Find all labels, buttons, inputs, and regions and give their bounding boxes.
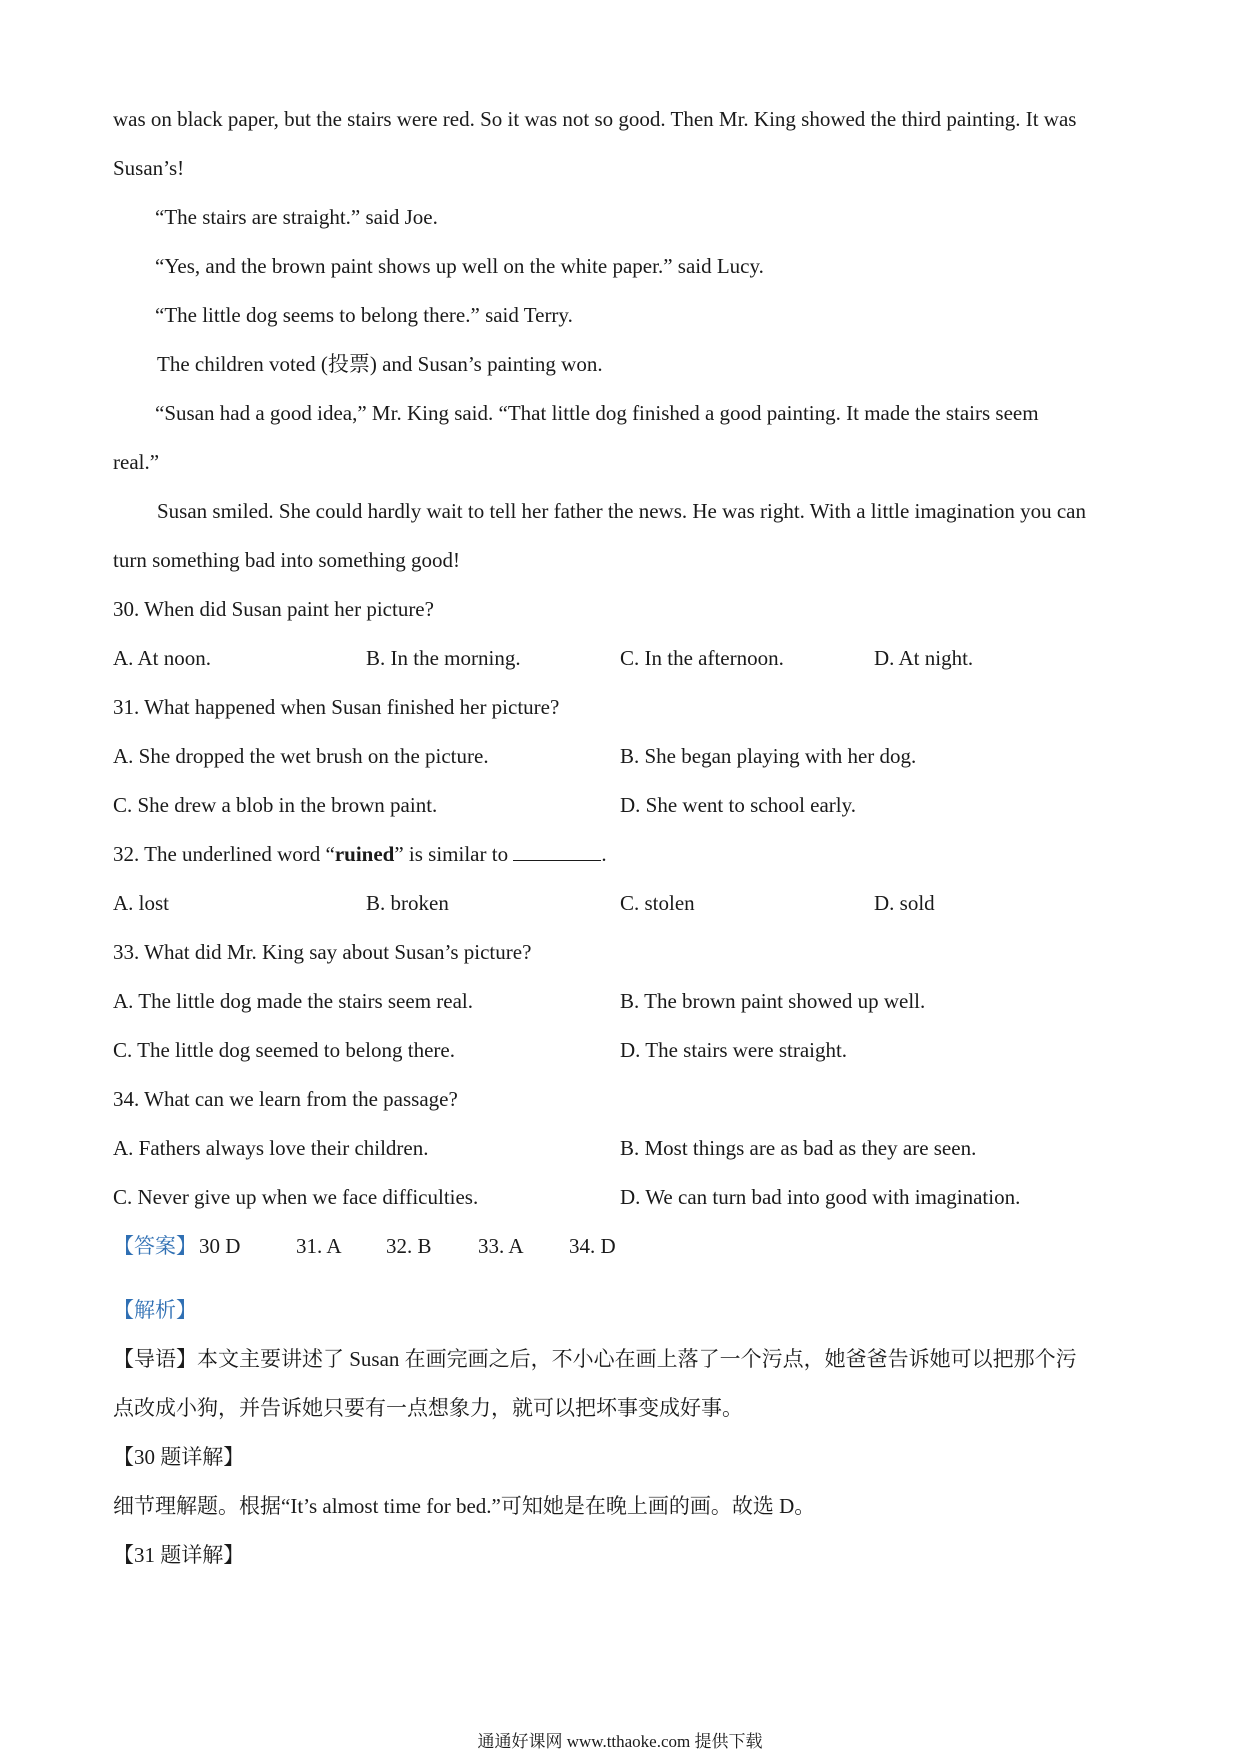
keyword-ruined: ruined [334, 842, 395, 866]
option-b: B. Most things are as bad as they are seen. [620, 1136, 977, 1160]
stem-end: . [601, 842, 607, 866]
question-stem: 30. When did Susan paint her picture? [113, 597, 434, 621]
option-a: A. lost [113, 891, 170, 915]
stem-text: 32. The underlined word “ [113, 842, 335, 866]
analysis-label: 【解析】 [113, 1298, 197, 1322]
passage-line: “The stairs are straight.” said Joe. [155, 205, 438, 229]
option-d: D. sold [874, 891, 935, 915]
question-stem [113, 841, 607, 867]
guide-line: 点改成小狗，并告诉她只要有一点想象力，就可以把坏事变成好事。 [113, 1396, 743, 1420]
option-d: D. At night. [874, 646, 974, 670]
guide-label: 【导语】 [113, 1347, 197, 1371]
passage-line: real.” [113, 450, 160, 474]
option-b: B. In the morning. [366, 646, 521, 670]
option-d: D. We can turn bad into good with imagination. [620, 1185, 1021, 1209]
option-c: C. stolen [620, 891, 695, 915]
guide-text: 本文主要讲述了 Susan 在画完画之后，不小心在画上落了一个污点，她爸爸告诉她可以把那个污 [197, 1347, 1077, 1371]
answer-label: 【答案】 [113, 1234, 197, 1258]
passage-line: Susan smiled. She could hardly wait to tell her father the news. He was right. With a little imagination you can [157, 499, 1086, 523]
passage-line: turn something bad into something good! [113, 548, 461, 572]
page-footer: 通通好课网 www.tthaoke.com 提供下载 [477, 1732, 763, 1751]
answer-blank [513, 842, 601, 861]
detail-text: 细节理解题。根据“It’s almost time for bed.”可知她是在晚上画的画。故选 D。 [113, 1494, 816, 1518]
answer-item: 34. D [569, 1234, 616, 1258]
option-b: B. broken [366, 891, 449, 915]
passage-line: Susan’s! [113, 156, 185, 180]
option-a: A. Fathers always love their children. [113, 1136, 429, 1160]
option-c: C. In the afternoon. [620, 646, 784, 670]
option-c: C. Never give up when we face difficulties. [113, 1185, 479, 1209]
option-a: A. She dropped the wet brush on the picture. [113, 744, 489, 768]
answer-item: 31. A [296, 1234, 342, 1258]
question-stem: 33. What did Mr. King say about Susan’s picture? [113, 940, 532, 964]
option-c: C. She drew a blob in the brown paint. [113, 793, 438, 817]
answer-key [113, 1233, 673, 1259]
option-a: A. At noon. [113, 646, 212, 670]
passage-line: “Susan had a good idea,” Mr. King said. “That little dog finished a good painting. It made the stairs seem [155, 401, 1039, 425]
section-heading: 【31 题详解】 [113, 1543, 245, 1567]
option-d: D. The stairs were straight. [620, 1038, 848, 1062]
option-b: B. The brown paint showed up well. [620, 989, 926, 1013]
guide-line [113, 1346, 1077, 1372]
passage-line: was on black paper, but the stairs were red. So it was not so good. Then Mr. King showed the third painting. It was [113, 107, 1077, 131]
answer-item: 32. B [386, 1234, 432, 1258]
section-heading: 【30 题详解】 [113, 1445, 245, 1469]
question-stem: 31. What happened when Susan finished her picture? [113, 695, 560, 719]
passage-line: “Yes, and the brown paint shows up well on the white paper.” said Lucy. [155, 254, 764, 278]
option-b: B. She began playing with her dog. [620, 744, 917, 768]
option-c: C. The little dog seemed to belong there. [113, 1038, 455, 1062]
option-d: D. She went to school early. [620, 793, 857, 817]
question-stem: 34. What can we learn from the passage? [113, 1087, 458, 1111]
passage-line: The children voted (投票) and Susan’s painting won. [157, 352, 603, 376]
answer-item: 30 D [199, 1234, 241, 1258]
answer-item: 33. A [478, 1234, 524, 1258]
option-a: A. The little dog made the stairs seem real. [113, 989, 474, 1013]
stem-text: ” is similar to [394, 842, 509, 866]
passage-line: “The little dog seems to belong there.” said Terry. [155, 303, 573, 327]
